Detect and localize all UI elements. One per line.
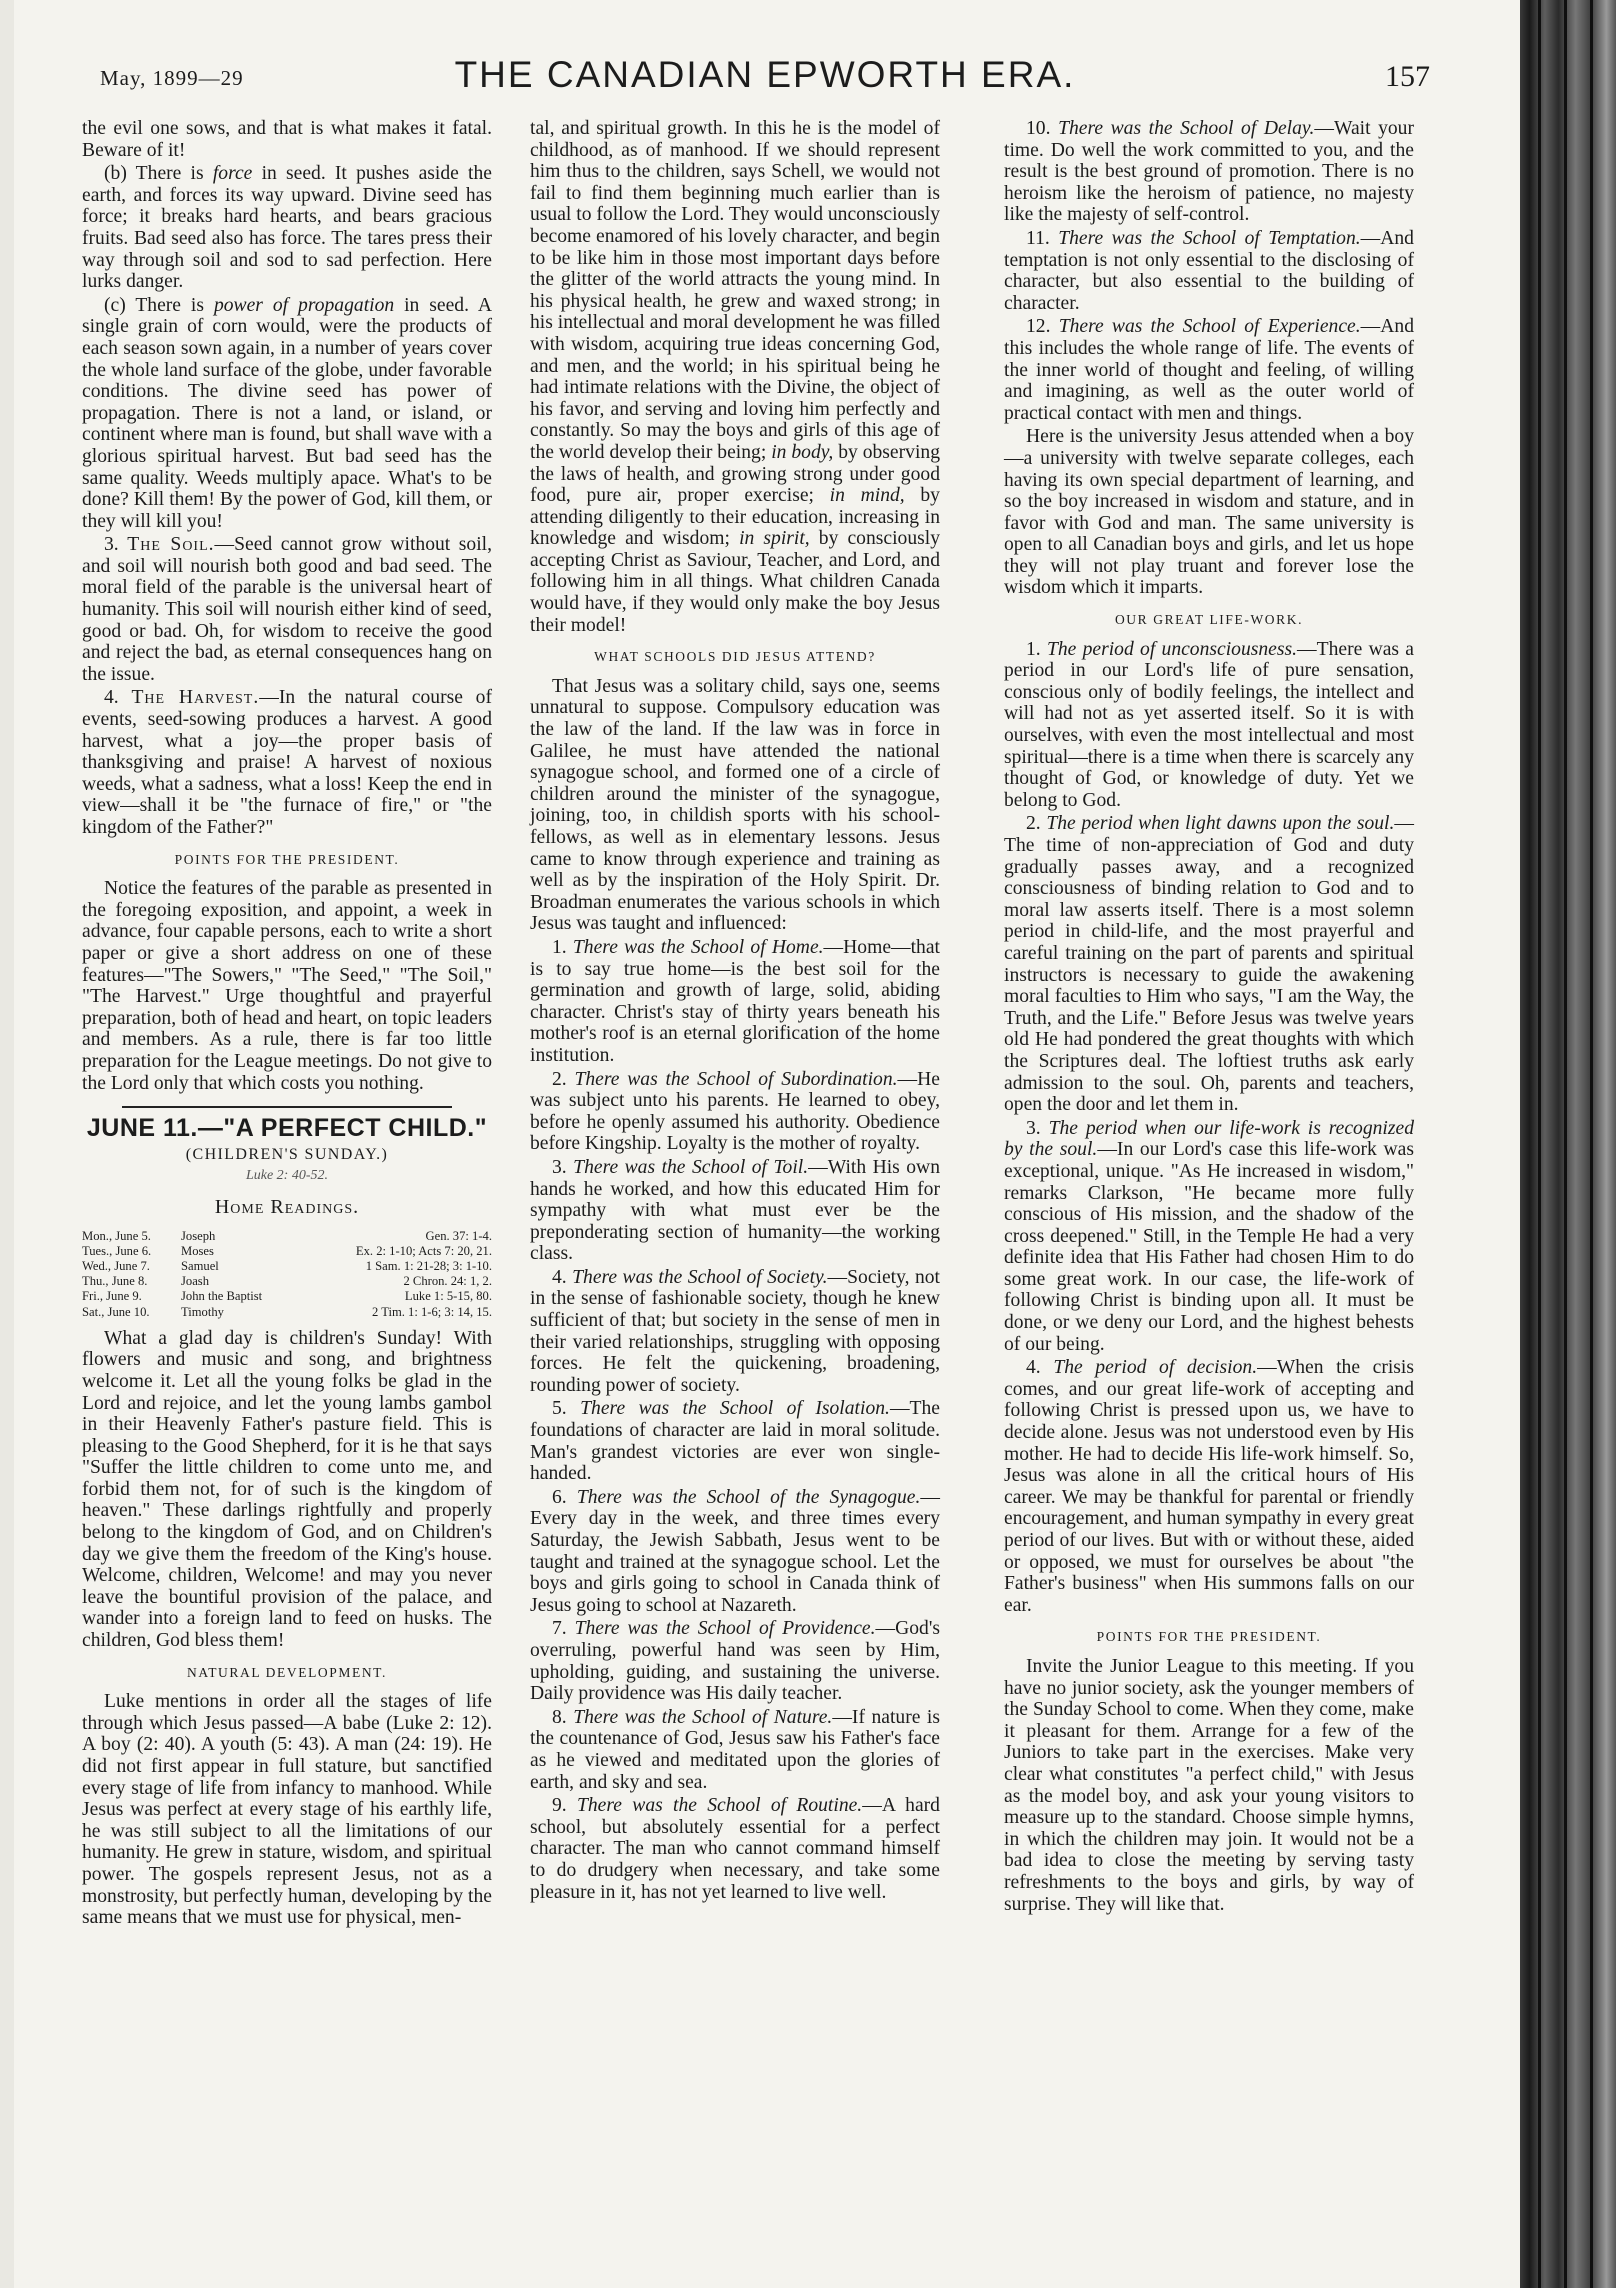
- readings-table: [82, 1229, 492, 1320]
- reading-name: Joash: [181, 1274, 210, 1289]
- paragraph: the evil one sows, and that is what makes it fatal. Beware of it!: [82, 118, 492, 161]
- numbered-item: 4. The period of decision.—When the crisis comes, and our great life-work of accepting and following Christ is pressed upon us, we have to decide alone. Jesus was not understood even by His mother. He had to decide His life-work himself. So, Jesus was alone in all the critical hours of His career. We may be thankful for parental or friendly encouragement, and human sympathy in every great period of our lives. But with or without these, aided or opposed, we must for ourselves be about "the Father's business" when His summons falls on our ear.: [1004, 1357, 1414, 1616]
- page-left-edge: [0, 0, 14, 2288]
- numbered-item: 5. There was the School of Isolation.—The foundations of character are laid in moral solitude. Man's grandest victories are ever won single-handed.: [530, 1398, 940, 1485]
- divider: [122, 1106, 452, 1108]
- reading-ref: 2 Tim. 1: 1-6; 3: 14, 15.: [371, 1304, 492, 1319]
- reading-name: Samuel: [181, 1258, 219, 1273]
- reading-day: Sat., June 10.: [82, 1304, 150, 1319]
- reading-row: [82, 1244, 492, 1259]
- reading-day: Tues., June 6.: [82, 1243, 152, 1258]
- binding-line: [1538, 0, 1541, 2288]
- page-header: [100, 54, 1430, 104]
- schools-list: [530, 937, 940, 1903]
- paragraph: tal, and spiritual growth. In this he is the model of childhood, as of manhood. If we should represent him thus to the children, says Schell, we would not fail to find them beginning much earlier than is usual to follow the Lord. They would unconsciously become enamored of his lovely character, and begin to be like him in those most important days before the glitter of the world attracts the young mind. In his physical health, he grew and waxed strong; in his intellectual and moral development he was filled with wisdom, acquiring true ideas concerning God, and men, and the world; in his spiritual being he had intimate relations with the Divine, the object of his favor, and serving and loving him perfectly and constantly. So may the boys and girls of this age of the world develop their being; in body, by observing the laws of health, and growing strong under good food, pure air, proper exercise; in mind, by attending diligently to their education, increasing in knowledge and wisdom; in spirit, by consciously accepting Christ as Saviour, Teacher, and Lord, and following him in all things. What children Canada would have, if they would only make the boy Jesus their model!: [530, 118, 940, 636]
- numbered-item: 10. There was the School of Delay.—Wait your time. Do well the work committed to you, and the result is the best ground of promotion. There is no heroism like the heroism of patience, no majesty like the majesty of self-control.: [1004, 118, 1414, 226]
- numbered-item: 3. There was the School of Toil.—With His own hands he worked, and how this educated Him for sympathy with what must ever be the preponderating section of humanity—the working class.: [530, 1156, 941, 1265]
- numbered-item: 1. The period of unconsciousness.—There was a period in our Lord's life of pure sensation, conscious only of bodily feelings, the intellect and will had not as yet asserted itself. So it is with ourselves, with even the most intellectual and most spiritual—there is a time when there is scarcely any thought of God, or knowledge of duty. Yet we belong to God.: [1004, 638, 1415, 811]
- numbered-item: 2. There was the School of Subordination.—He was subject unto his parents. He learned to obey, before he openly assumed his authority. Obedience before Kingship. Loyalty is the mother of royalty.: [530, 1068, 940, 1155]
- schools-list: [1004, 118, 1414, 424]
- paragraph: 4. The Harvest.—In the natural course of events, seed-sowing produces a harvest. A good harvest, what a joy—the proper basis of thanksgiving and praise! A harvest of noxious weeds, what a sadness, what a loss! Keep the end in view—shall it be "the furnace of fire," or "the kingdom of the Father?": [82, 687, 493, 838]
- paragraph: (b) There is force in seed. It pushes aside the earth, and forces its way upward. Divine seed has force; it breaks hard hearts, and bears gracious fruits. Bad seed also has force. The tares press their way through soil and sod to sad perfection. Here lurks danger.: [82, 163, 492, 293]
- scripture-reference: Luke 2: 40-52.: [245, 1168, 329, 1184]
- paragraph: That Jesus was a solitary child, says one, seems unnatural to suppose. Compulsory education was the law of the land. If the law was in force in Galilee, he must have attended the national synagogue school, and formed one of a circle of children around the minister of the synagogue, joining, too, in childish sports with his school-fellows, as well as in elementary lessons. Jesus came to know through experience and training as well as by the inspiration of the Holy Spirit. Dr. Broadman enumerates the various schools in which Jesus was taught and influenced:: [530, 675, 940, 935]
- lesson-subheading: (CHILDREN'S SUNDAY.): [185, 1145, 389, 1163]
- reading-row: [82, 1229, 492, 1244]
- paragraph: 3. The Soil.—Seed cannot grow without soil, and soil will nourish both good and bad seed. The moral field of the parable is the universal heart of humanity. This soil will nourish either kind of seed, good or bad. Oh, for wisdom to receive the good and reject the bad, as eternal consequences hang on the issue.: [82, 534, 492, 685]
- numbered-item: 8. There was the School of Nature.—If nature is the countenance of God, Jesus saw his Father's face as he viewed and meditated upon the glories of earth, and sky and sea.: [530, 1706, 941, 1793]
- numbered-item: 1. There was the School of Home.—Home—that is to say true home—is the best soil for the germination and growth of large, solid, abiding character. Christ's stay of thirty years beneath his mother's roof is an eternal glorification of the home institution.: [530, 936, 940, 1066]
- numbered-item: 4. There was the School of Society.—Society, not in the sense of fashionable society, though he knew sufficient of that; but society in the sense of men in their varied relationships, struggling with opposing forces. He felt the quickening, broadening, rounding power of society.: [530, 1266, 940, 1396]
- reading-ref: Ex. 2: 1-10; Acts 7: 20, 21.: [355, 1243, 492, 1258]
- reading-row: [82, 1274, 492, 1289]
- binding-line: [1564, 0, 1567, 2288]
- reading-row: [82, 1259, 492, 1274]
- reading-name: John the Baptist: [181, 1289, 263, 1304]
- reading-ref: 1 Sam. 1: 21-28; 3: 1-10.: [365, 1258, 492, 1273]
- paragraph: Here is the university Jesus attended when a boy—a university with twelve separate colleges, each having its own special department of learning, and so the boy increased in wisdom and stature, and in favor with God and man. The same university is open to all Canadian boys and girls, and let us hope they will not play truant and forever lose the wisdom which it imparts.: [1004, 426, 1414, 599]
- paragraph: (c) There is power of propagation in seed. A single grain of corn would, were the products of each season sown again, in a number of years cover the whole land surface of the globe, under favorable conditions. The divine seed has power of propagation. There is not a land, or island, or continent where man is found, but shall wave with a glorious spiritual harvest. But bad seed has the same quality. Weeds multiply apace. What's to be done? Kill them! By the power of God, kill them, or they will kill you!: [82, 294, 492, 532]
- magazine-title: THE CANADIAN EPWORTH ERA.: [454, 54, 1076, 95]
- reading-name: Joseph: [181, 1228, 216, 1243]
- book-binding-edge: [1520, 0, 1616, 2288]
- reading-ref: Luke 1: 5-15, 80.: [404, 1289, 492, 1304]
- reading-day: Thu., June 8.: [82, 1274, 148, 1289]
- section-heading: POINTS FOR THE PRESIDENT.: [174, 851, 400, 867]
- home-readings-heading: Home Readings.: [214, 1195, 360, 1218]
- paragraph: Notice the features of the parable as presented in the foregoing exposition, and appoint, a week in advance, four capable persons, each to write a short paper or give a short address on one of these features—"The Sowers," "The Seed," "The Soil," "The Harvest." Urge thoughtful and prayerful preparation, both of head and heart, on topic leaders and members. As a rule, there is far too little preparation for the League meetings. Do not give to the Lord only that which costs you nothing.: [82, 878, 492, 1094]
- numbered-item: 6. There was the School of the Synagogue.—Every day in the week, and three times every Saturday, the Jewish Sabbath, Jesus went to be taught and trained at the synagogue school. Let the boys and girls going to school in Canada think of Jesus going to school at Nazareth.: [530, 1486, 940, 1616]
- issue-date: May, 1899—29: [100, 66, 244, 90]
- column-2: [530, 118, 940, 1905]
- paragraph: Luke mentions in order all the stages of life through which Jesus passed—A babe (Luke 2: 12). A boy (2: 40). A youth (5: 43). A man (24: 19). He did not first appear in full stature, but sanctified every stage of life from infancy to manhood. While Jesus was perfect at every stage of his earthly life, he was still subject to all the limitations of our humanity. He grew in stature, wisdom, and spiritual power. The gospels represent Jesus, not as a monstrosity, but perfectly human, developing by the same means that we must use for physical, men-: [82, 1691, 492, 1929]
- lesson-heading: JUNE 11.—"A PERFECT CHILD.": [86, 1114, 488, 1143]
- reading-name: Moses: [181, 1243, 214, 1258]
- numbered-item: 11. There was the School of Temptation.—And temptation is not only essential to the disclosing of character, but also essential to the building of character.: [1004, 227, 1414, 314]
- reading-ref: 2 Chron. 24: 1, 2.: [403, 1274, 492, 1289]
- binding-line: [1590, 0, 1593, 2288]
- reading-name: Timothy: [181, 1304, 224, 1319]
- section-heading: OUR GREAT LIFE-WORK.: [1114, 612, 1304, 628]
- reading-ref: Gen. 37: 1-4.: [425, 1228, 492, 1243]
- reading-row: [82, 1289, 492, 1304]
- reading-row: [82, 1305, 492, 1320]
- section-heading: WHAT SCHOOLS DID JESUS ATTEND?: [594, 649, 876, 665]
- numbered-item: 2. The period when light dawns upon the soul.—The time of non-appreciation of God and duty gradually passes away, and a recognized consciousness of binding relation to God and to moral law asserts itself. There is a most solemn period in child-life, and the most prayerful and careful training on the part of parents and spiritual instructors is necessary to guide the awakening moral faculties to Him who says, "I am the Way, the Truth, and the Life." Before Jesus was twelve years old He had pondered the great thoughts with which the Scriptures deal. The loftiest truths ask early admission to the soul. Oh, parents and teachers, open the door and let them in.: [1004, 813, 1414, 1116]
- paragraph: Invite the Junior League to this meeting. If you have no junior society, ask the younger members of the Sunday School to come. When they come, make it pleasant for them. Arrange for a few of the Juniors to take part in the exercises. Make very clear what constitutes "a perfect child," with Jesus as the model boy, and ask your young visitors to measure up to the standard. Choose simple hymns, in which the children may join. It would not be a bad idea to close the meeting by serving tasty refreshments to the boys and girls, by way of surprise. They will like that.: [1004, 1655, 1414, 1915]
- section-heading: POINTS FOR THE PRESIDENT.: [1096, 1629, 1322, 1645]
- section-heading: NATURAL DEVELOPMENT.: [187, 1664, 387, 1680]
- numbered-item: 9. There was the School of Routine.—A hard school, but absolutely essential for a perfect character. The man who cannot command himself to do drudgery when necessary, and take some pleasure in it, has not yet learned to live well.: [530, 1795, 940, 1903]
- numbered-item: 7. There was the School of Providence.—God's overruling, powerful hand was seen by Him, upholding, guiding, and sustaining the universe. Daily providence was His daily teacher.: [530, 1618, 940, 1705]
- reading-day: Mon., June 5.: [82, 1228, 151, 1243]
- column-1: [82, 118, 492, 1931]
- page-number: 157: [1385, 60, 1430, 93]
- column-3: [1004, 118, 1414, 1917]
- reading-day: Fri., June 9.: [82, 1289, 142, 1304]
- numbered-item: 3. The period when our life-work is recognized by the soul.—In our Lord's case this life-work was exceptional, unique. "As He increased in wisdom," remarks Clarkson, "He became more fully conscious of His mission, and the shadow of the cross deepened." Still, in the Temple He had a very definite idea that His Father had chosen Him to do some great work. In our case, the life-work of following Christ is binding upon all. It must be done, or we deny our Lord, and the highest behests of our being.: [1004, 1117, 1414, 1355]
- periods-list: [1004, 639, 1414, 1617]
- numbered-item: 12. There was the School of Experience.—And this includes the whole range of life. The events of the inner world of thought and feeling, of willing and imagining, as well as the outer world of practical contact with men and things.: [1004, 316, 1414, 424]
- reading-day: Wed., June 7.: [82, 1258, 150, 1273]
- paragraph: What a glad day is children's Sunday! With flowers and music and song, and brightness welcome it. Let all the young folks be glad in the Lord and rejoice, and let the young lambs gambol in their Heavenly Father's pasture field. This is pleasing to the Good Shepherd, for it is he that says "Suffer the little children to come unto me, and forbid them not, for of such is the kingdom of heaven." These darlings rightfully and properly belong to the kingdom of God, and on Children's day we give them the freedom of the King's house. Welcome, children, Welcome! and may you never leave the bountiful provision of the palace, and wander into a foreign land to feed on husks. The children, God bless them!: [82, 1327, 492, 1652]
